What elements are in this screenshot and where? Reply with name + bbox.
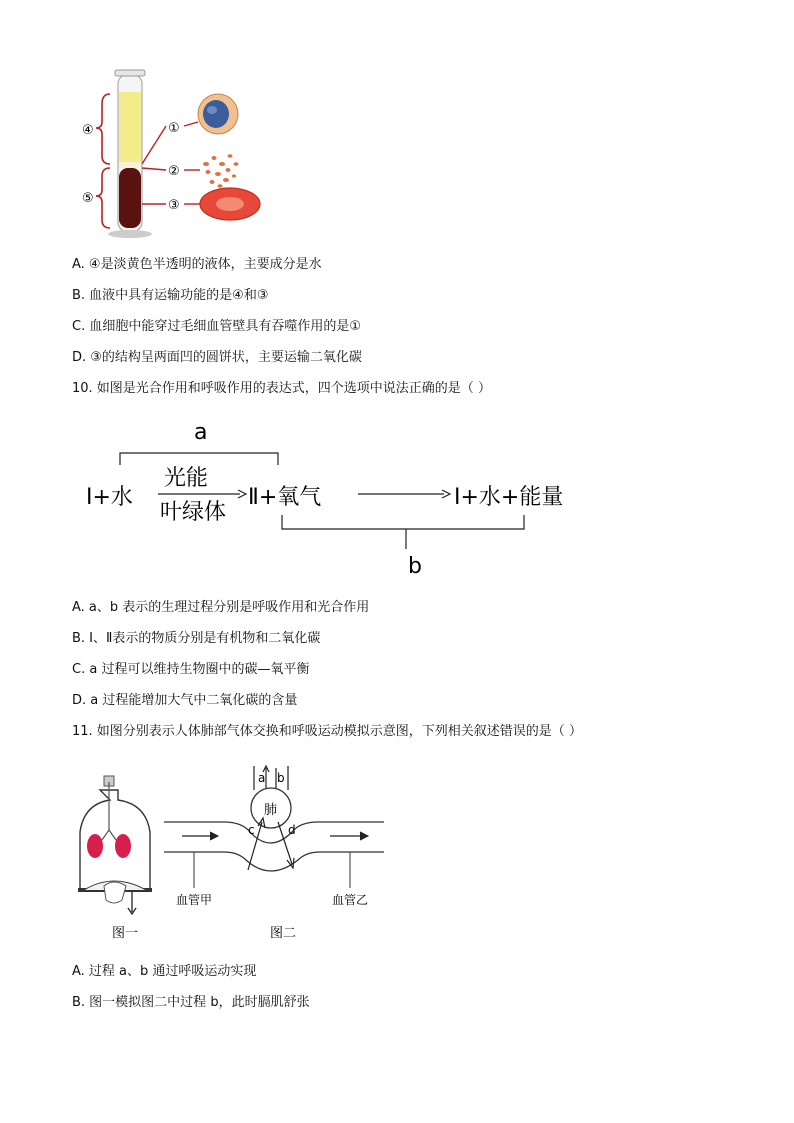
q10-option-a: A. a、b 表示的生理过程分别是呼吸作用和光合作用 bbox=[72, 600, 370, 615]
lung-label: 肺 bbox=[264, 803, 278, 818]
condition-light: 光能 bbox=[164, 466, 209, 491]
vessel-a-label: 血管甲 bbox=[176, 893, 213, 907]
q11-option-b: B. 图一模拟图二中过程 b，此时膈肌舒张 bbox=[72, 995, 310, 1010]
label-5: ⑤ bbox=[82, 191, 94, 206]
plasma-layer bbox=[119, 92, 141, 164]
q10-option-c: C. a 过程可以维持生物圈中的碳—氧平衡 bbox=[72, 662, 310, 677]
label-a: a bbox=[258, 771, 266, 785]
q10-option-d: D. a 过程能增加大气中二氧化碳的含量 bbox=[72, 693, 298, 708]
fig1-label: 图一 bbox=[112, 926, 139, 941]
lung-balloon-icon bbox=[87, 830, 131, 858]
q9-option-d: D. ③的结构呈两面凹的圆饼状，主要运输二氧化碳 bbox=[72, 350, 362, 365]
equation-right: Ⅰ+水+能量 bbox=[454, 485, 564, 510]
equation-middle: Ⅱ+氧气 bbox=[248, 485, 322, 510]
q11-option-a: A. 过程 a、b 通过呼吸运动实现 bbox=[72, 964, 257, 979]
q9-option-b: B. 血液中具有运输功能的是④和③ bbox=[72, 288, 269, 303]
q9-option-c: C. 血细胞中能穿过毛细血管壁具有吞噬作用的是① bbox=[72, 319, 361, 334]
red-blood-cell-icon bbox=[200, 188, 260, 220]
q11-stem: 11. 如图分别表示人体肺部气体交换和呼吸运动模拟示意图，下列相关叙述错误的是（ ） bbox=[72, 724, 582, 739]
label-b: b bbox=[408, 554, 422, 579]
label-d: d bbox=[288, 823, 296, 837]
platelet-icon bbox=[203, 154, 239, 188]
label-1: ① bbox=[168, 121, 180, 136]
q10-stem: 10. 如图是光合作用和呼吸作用的表达式，四个选项中说法正确的是（ ） bbox=[72, 381, 491, 396]
photosynthesis-respiration-diagram bbox=[80, 415, 600, 585]
equation-left: Ⅰ+水 bbox=[86, 485, 133, 510]
label-3: ③ bbox=[168, 198, 180, 213]
white-blood-cell-icon bbox=[198, 94, 238, 134]
label-a: a bbox=[194, 420, 208, 445]
breathing-model-figure bbox=[74, 760, 394, 950]
label-2: ② bbox=[168, 164, 180, 179]
alveolus-diagram bbox=[164, 766, 384, 941]
q9-option-a: A. ④是淡黄色半透明的液体，主要成分是水 bbox=[72, 257, 322, 272]
buffy-coat-layer bbox=[119, 162, 141, 168]
label-c: c bbox=[248, 823, 255, 837]
q10-option-b: B. Ⅰ、Ⅱ表示的物质分别是有机物和二氧化碳 bbox=[72, 631, 321, 646]
label-b: b bbox=[277, 771, 285, 785]
condition-chloroplast: 叶绿体 bbox=[160, 500, 227, 525]
blood-tube-figure bbox=[80, 64, 270, 244]
fig2-label: 图二 bbox=[270, 926, 297, 941]
blood-cell-layer bbox=[119, 168, 141, 228]
bell-jar-model bbox=[78, 776, 152, 941]
label-4: ④ bbox=[82, 123, 94, 138]
vessel-b-label: 血管乙 bbox=[332, 893, 369, 907]
